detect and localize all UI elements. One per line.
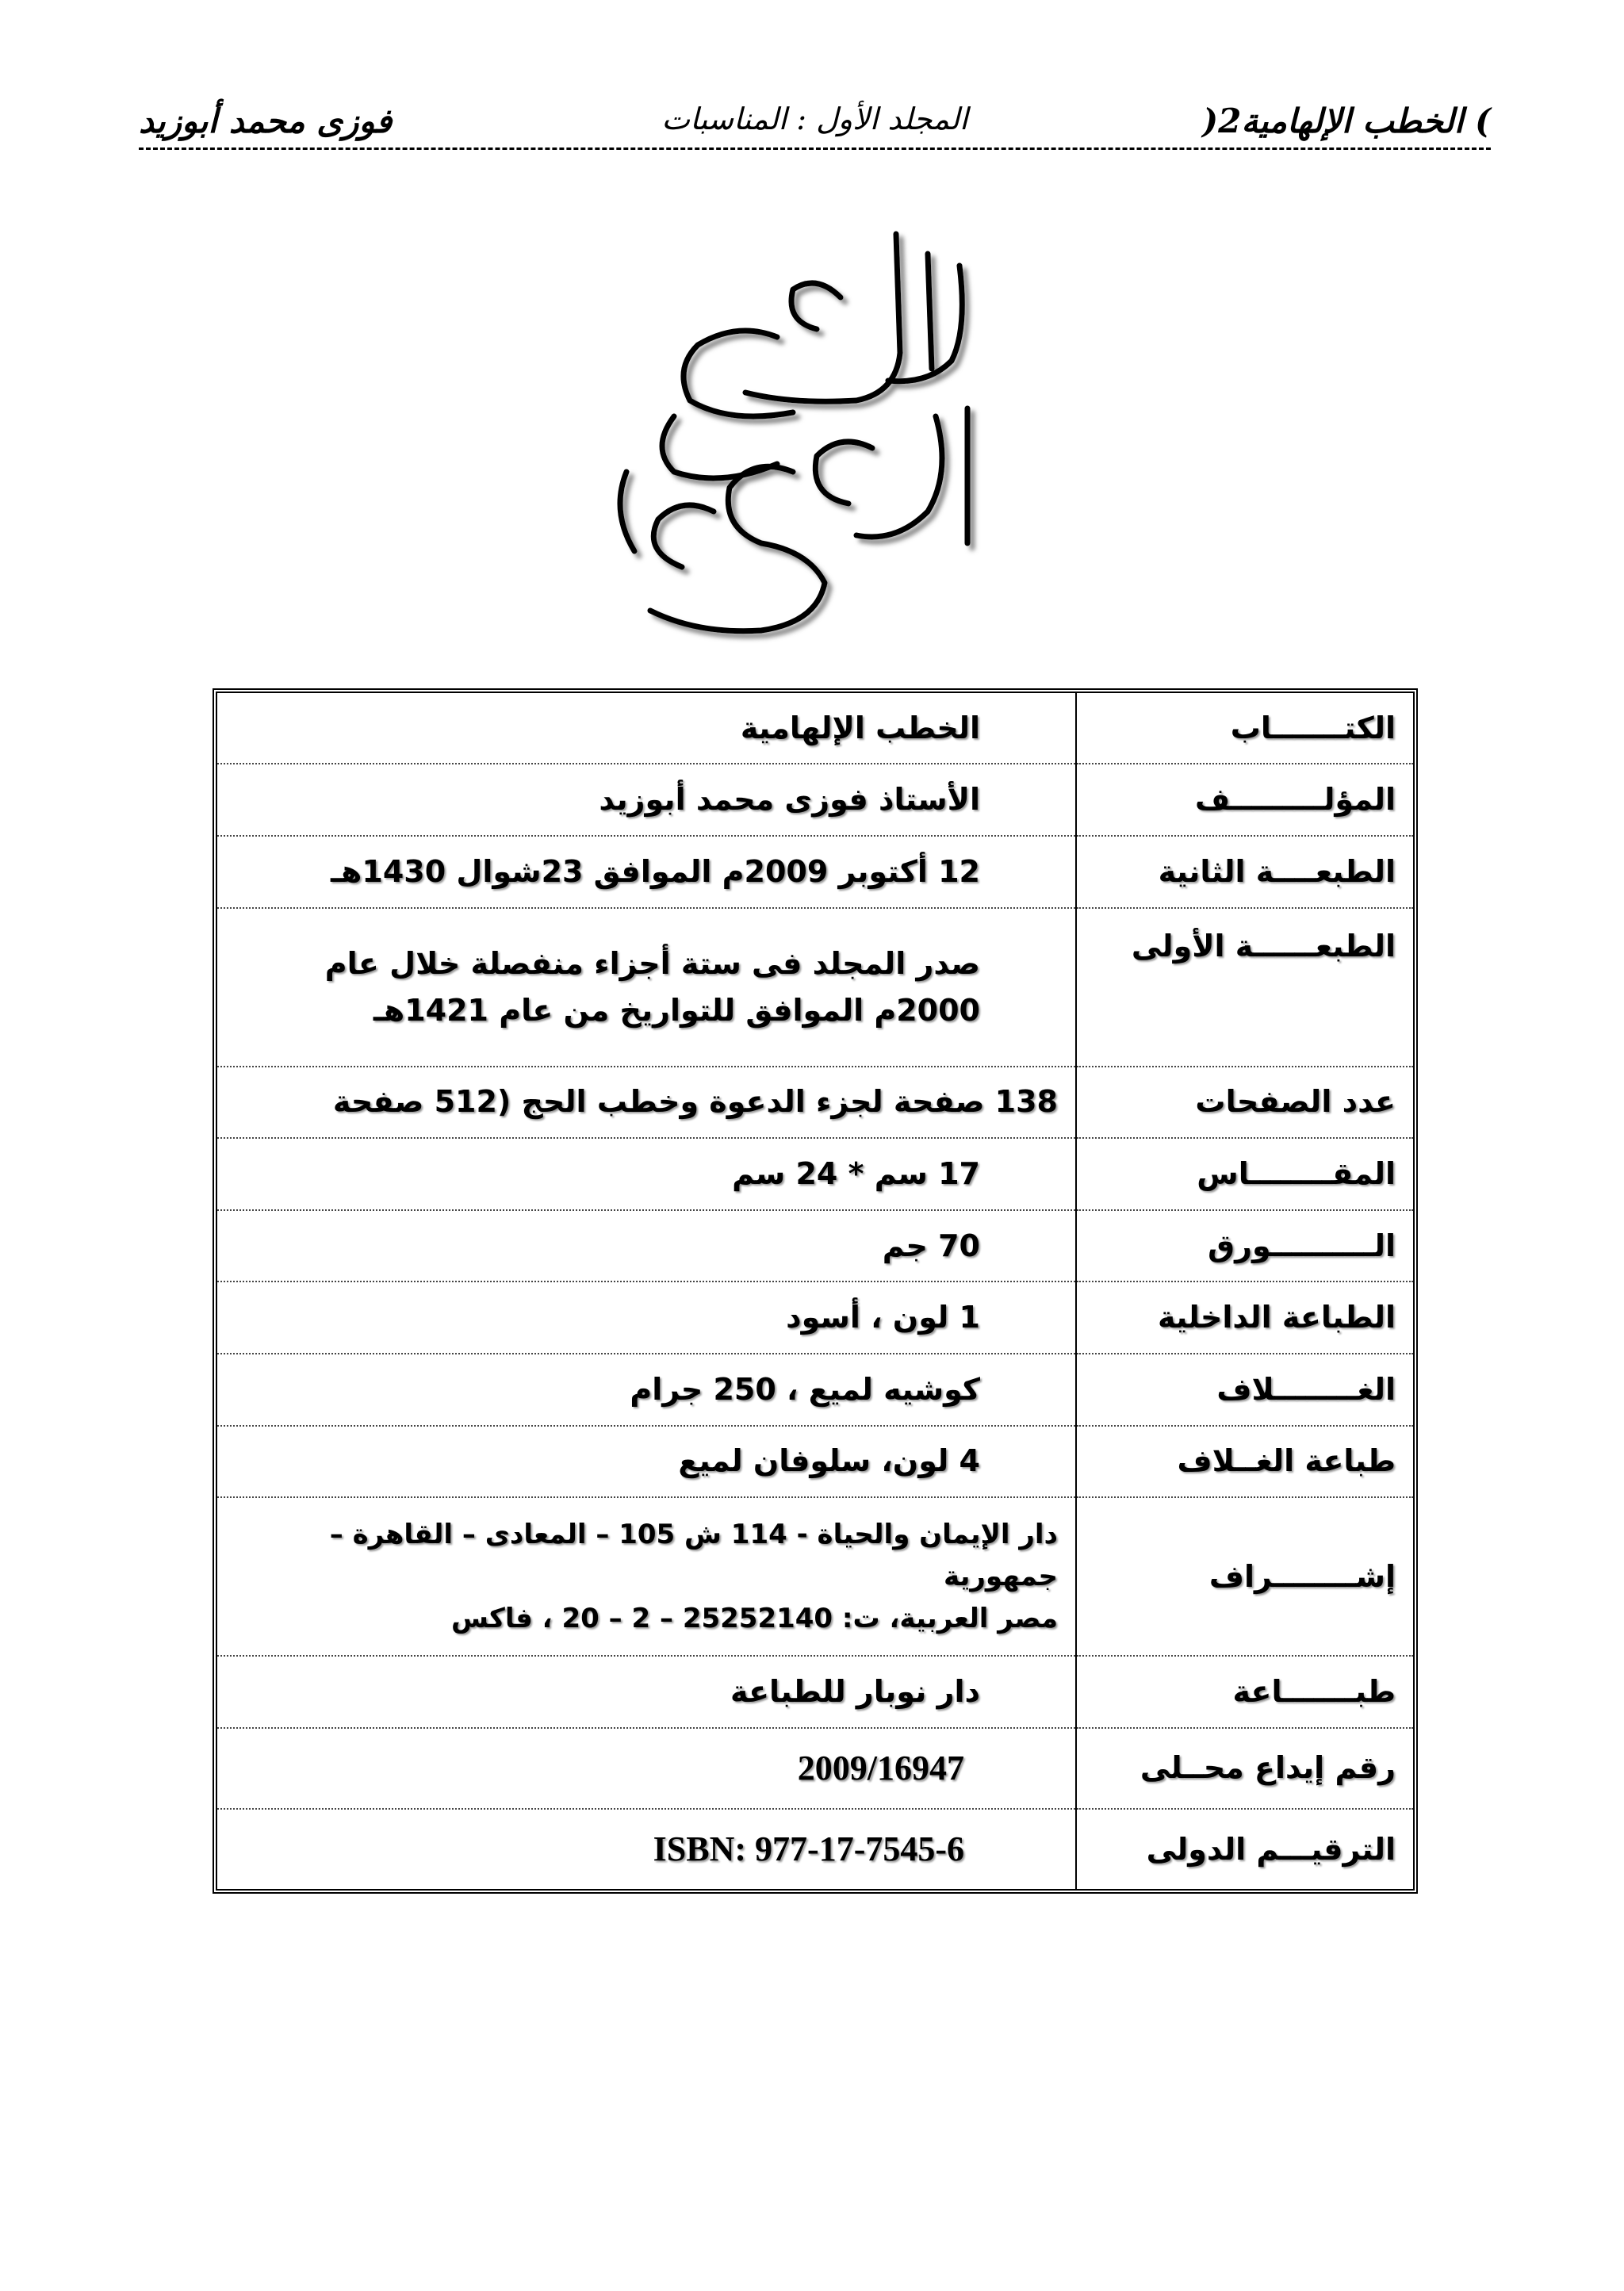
supervision-line-1: دار الإيمان والحياة - 114 ش 105 – المعادى – القاهرة – جمهورية [329,1519,1058,1592]
row-label-inner-print: الطباعة الداخلية [1076,1282,1413,1354]
table-row [217,836,1413,908]
row-label-deposit-number: رقم إيداع محــلى [1076,1728,1413,1809]
first-edition-line-2: 2000م الموافق للتواريخ من عام 1421هـ [373,992,980,1028]
row-label-printing: طبـــــــاعة [1076,1656,1413,1728]
row-value-author: الأستاذ فوزى محمد أبوزيد [217,764,1076,836]
table-row [217,1497,1413,1656]
table-row [217,693,1413,764]
row-value-cover: كوشيه لميع ، 250 جرام [217,1354,1076,1426]
row-value-inner-print: 1 لون ، أسود [217,1282,1076,1354]
table-row [217,1656,1413,1728]
row-label-size: المقــــــــاس [1076,1138,1413,1210]
row-value-second-edition: 12 أكتوبر 2009م الموافق 23شوال 1430هـ [217,836,1076,908]
row-value-pages: 138 صفحة لجزء الدعوة وخطب الحج (512 صفحة [217,1067,1076,1139]
row-value-size: 17 سم * 24 سم [217,1138,1076,1210]
header-book-title: ) الخطب الإلهامية2( [1202,102,1491,140]
row-label-supervision: إشــــــــراف [1076,1497,1413,1656]
table-row [217,1210,1413,1282]
row-label-isbn: الترقيـــم الدولى [1076,1809,1413,1889]
row-label-pages: عدد الصفحات [1076,1067,1413,1139]
row-label-paper: الــــــــــورق [1076,1210,1413,1282]
row-value-book: الخطب الإلهامية [217,693,1076,764]
row-value-printing: دار نوبار للطباعة [217,1656,1076,1728]
supervision-line-2: مصر العربية، ت: 25252140 – 2 – 20 ، فاكس [450,1602,1058,1634]
row-value-first-edition [217,908,1076,1067]
book-info-table [213,688,1418,1894]
table-row [217,1138,1413,1210]
row-value-isbn: ISBN: 977-17-7545-6 [653,1829,964,1868]
table-row [217,1067,1413,1139]
table-row [217,1282,1413,1354]
row-value-paper: 70 جم [217,1210,1076,1282]
header-divider [139,147,1491,150]
row-label-author: المؤلـــــــــف [1076,764,1413,836]
row-label-cover-print: طباعة الغــلاف [1076,1426,1413,1498]
first-edition-line-1: صدر المجلد فى ستة أجزاء منفصلة خلال عام [324,945,980,981]
header-author: فوزى محمد أبوزيد [139,102,393,140]
row-value-deposit-number: 2009/16947 [217,1728,1076,1809]
row-label-second-edition: الطبعــــة الثانية [1076,836,1413,908]
row-value-cover-print: 4 لون، سلوفان لميع [217,1426,1076,1498]
row-label-book: الكتـــــــاب [1076,693,1413,764]
row-label-first-edition: الطبعــــــة الأولى [1076,908,1413,1067]
page-header [139,94,1491,149]
row-value-supervision [217,1497,1076,1656]
table-row [217,908,1413,1067]
row-label-cover: الغــــــــلاف [1076,1354,1413,1426]
table-row [217,764,1413,836]
basmala-calligraphy [555,210,1031,654]
table-row [217,1728,1413,1809]
table-row [217,1809,1413,1889]
header-volume: المجلد الأول : المناسبات [661,102,968,136]
table-row [217,1354,1413,1426]
table-row [217,1426,1413,1498]
